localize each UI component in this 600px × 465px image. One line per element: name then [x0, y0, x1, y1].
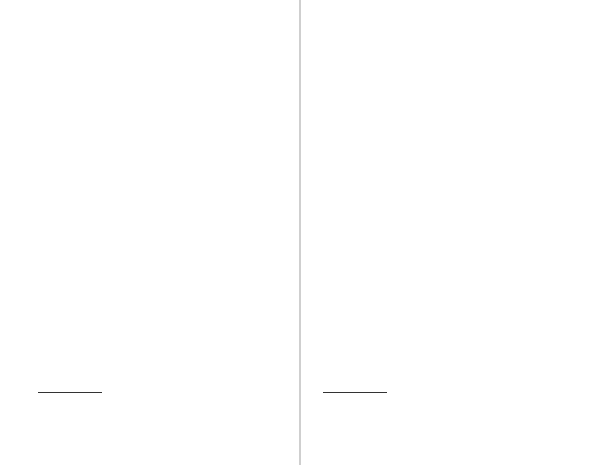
text-line [323, 349, 565, 361]
text-line [38, 268, 280, 280]
footnotes [323, 396, 565, 426]
text-line [323, 280, 565, 292]
text-line [323, 199, 565, 211]
footnote-line [38, 411, 280, 419]
text-line [38, 96, 280, 108]
text-line [38, 188, 280, 200]
text-line [38, 257, 280, 269]
text-line [323, 119, 565, 131]
text-line [38, 222, 280, 234]
text-line [323, 372, 565, 384]
text-line [323, 61, 565, 73]
text-line [38, 234, 280, 246]
text-line [323, 50, 565, 62]
text-line [323, 257, 565, 269]
text-line [323, 291, 565, 303]
text-line [323, 303, 565, 315]
text-line [323, 130, 565, 142]
text-line [323, 96, 565, 108]
text-line [38, 61, 280, 73]
footnote-rule [323, 392, 387, 393]
right-page [301, 0, 600, 465]
text-line [38, 245, 280, 257]
footnote-line [323, 411, 565, 419]
text-line [323, 38, 565, 50]
text-line [38, 142, 280, 154]
text-line [38, 50, 280, 62]
text-line [323, 73, 565, 85]
footnote-line [323, 419, 565, 427]
left-page [0, 0, 299, 465]
text-line [323, 326, 565, 338]
text-line [38, 326, 280, 338]
text-line [323, 107, 565, 119]
text-line [323, 314, 565, 326]
text-line [38, 280, 280, 292]
text-line [323, 142, 565, 154]
text-line [323, 84, 565, 96]
text-line [323, 234, 565, 246]
text-line [323, 153, 565, 165]
text-line [323, 211, 565, 223]
text-line [38, 119, 280, 131]
text-line [38, 153, 280, 165]
text-line [38, 291, 280, 303]
text-line [323, 360, 565, 372]
body-text [38, 38, 280, 383]
text-line [38, 360, 280, 372]
text-line [323, 188, 565, 200]
footnote-line [38, 404, 280, 412]
text-line [38, 73, 280, 85]
text-line [323, 268, 565, 280]
text-line [38, 372, 280, 384]
text-line [38, 38, 280, 50]
text-line [38, 176, 280, 188]
text-line [323, 176, 565, 188]
footnotes [38, 396, 280, 419]
text-line [323, 165, 565, 177]
body-text [323, 38, 565, 383]
text-line [323, 245, 565, 257]
text-line [38, 211, 280, 223]
text-line [38, 107, 280, 119]
text-line [323, 337, 565, 349]
footnote-rule [38, 392, 102, 393]
text-line [38, 349, 280, 361]
text-line [38, 314, 280, 326]
text-line [38, 130, 280, 142]
text-line [38, 84, 280, 96]
text-line [38, 199, 280, 211]
footnote-line [323, 396, 565, 404]
text-line [38, 303, 280, 315]
text-line [38, 337, 280, 349]
footnote-line [38, 396, 280, 404]
footnote-line [323, 404, 565, 412]
text-line [38, 165, 280, 177]
text-line [323, 222, 565, 234]
